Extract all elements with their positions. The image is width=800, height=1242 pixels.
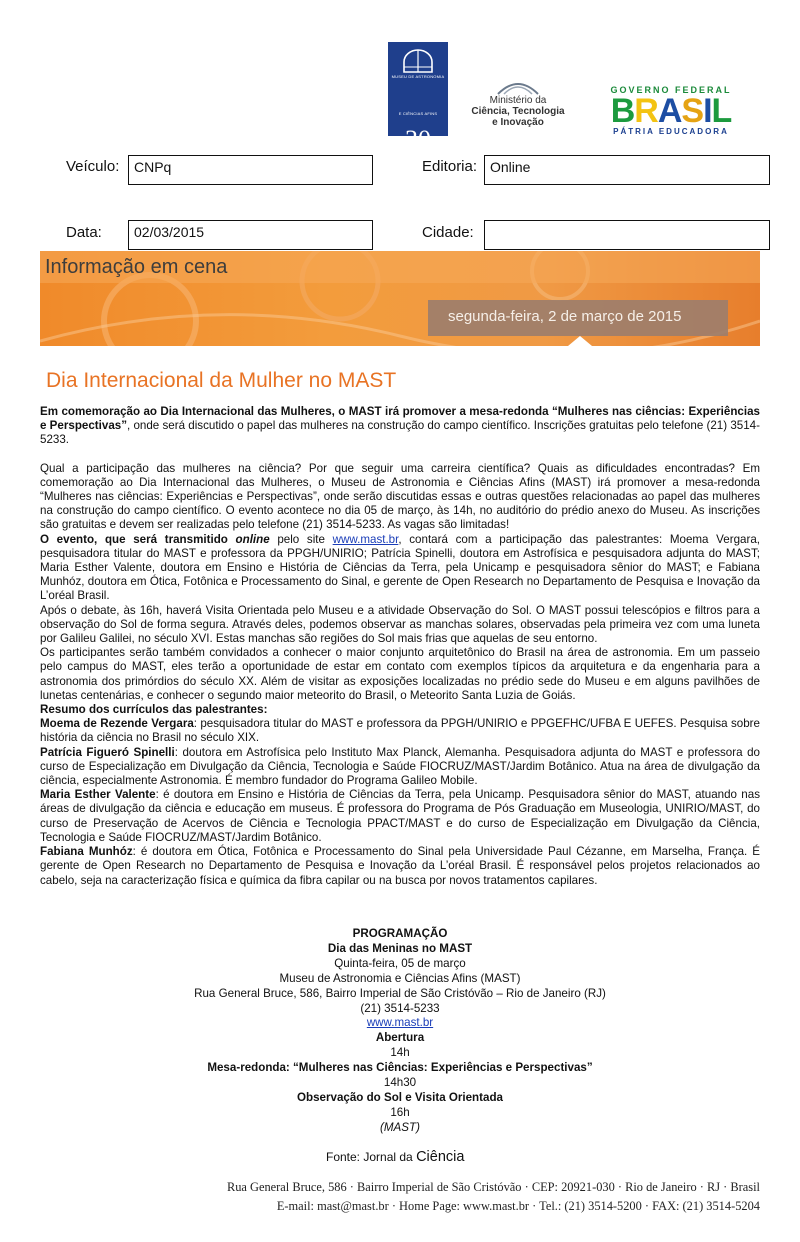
bio-moema bbox=[40, 717, 760, 745]
bio2-text: : doutora em Astrofísica pelo Instituto Max Planck, Alemanha. Pesquisadora adjunta do MAST e professora do curso de Especialização em Divulgação da Ciência, Tecnologia e Saúde FIOCRUZ/MAST/Jardim Botânico. Atua na área de divulgação da ciência, especialmente Astronomia. É membro fundador do Programa Galileo Mobile. bbox=[40, 745, 760, 788]
item3-title: Observação do Sol e Visita Orientada bbox=[297, 1090, 503, 1104]
item2-title: Mesa-redonda: “Mulheres nas Ciências: Experiências e Perspectivas” bbox=[207, 1061, 593, 1075]
mast-subname: E CIÊNCIAS AFINS bbox=[398, 111, 438, 116]
programacao-title: PROGRAMAÇÃO bbox=[352, 927, 448, 940]
paragraph-2 bbox=[40, 533, 760, 604]
bio4-name: Fabiana Munhóz bbox=[40, 845, 133, 859]
p2-online: online bbox=[235, 532, 270, 546]
bio4-text: : é doutora em Ótica, Fotônica e Processamento do Sinal pela Universidade Paul Cézanne, em Marselha, França. É gerente de Open Research no Departamento de Pesquisa e Inovação da L’oréal Brasil. É responsável pelos projetos relacionados ao cabelo, seja na caracterização física e química da fibra capilar ou na busca por novos tratamentos capilares. bbox=[40, 845, 760, 887]
programacao-credit: (MAST) bbox=[380, 1120, 420, 1134]
mast-years-label: ANOS bbox=[412, 154, 424, 159]
programacao-venue: Museu de Astronomia e Ciências Afins (MAST) bbox=[279, 971, 521, 985]
observatory-dome-icon bbox=[402, 48, 434, 74]
paragraph-3: Após o debate, às 16h, haverá Visita Orientada pelo Museu e a atividade Observação do Sol. O MAST possui telescópios e filtros para a observação do Sol de forma segura. Através deles, podemos observar as manchas solares, observadas pela primeira vez com uma luneta por Galileu Galilei, no século XVI. Estas manchas são regiões do Sol mais frias que aquelas de seu entorno. bbox=[40, 603, 760, 646]
fonte-line bbox=[326, 1148, 464, 1166]
fonte-source: Ciência bbox=[416, 1149, 465, 1165]
programacao-date: Quinta-feira, 05 de março bbox=[334, 956, 466, 970]
bio1-name: Moema de Rezende Vergara bbox=[40, 717, 194, 731]
mast-site-link[interactable]: www.mast.br bbox=[332, 532, 399, 546]
footer-contact: E-mail: mast@mast.br · Home Page: www.mast.br · Tel.: (21) 3514-5200 · FAX: (21) 3514-5204 bbox=[276, 1199, 760, 1213]
editoria-label: Editoria: bbox=[422, 158, 478, 175]
mast-name: MUSEU DE ASTRONOMIA bbox=[391, 74, 445, 79]
item1-time: 14h bbox=[390, 1046, 410, 1060]
resumo-title bbox=[40, 703, 760, 717]
gov-top-text: GOVERNO FEDERAL bbox=[610, 85, 732, 95]
footer-address: Rua General Bruce, 586 · Bairro Imperial de São Cristóvão · CEP: 20921-030 · Rio de Janeiro · RJ · Brasil bbox=[226, 1180, 760, 1194]
ministry-logo bbox=[458, 70, 578, 130]
gov-brand-text: BRASIL bbox=[610, 92, 732, 130]
gov-bottom-text: PÁTRIA EDUCADORA bbox=[613, 127, 729, 136]
informacao-em-cena-banner bbox=[40, 251, 760, 346]
data-field: 02/03/2015 bbox=[128, 220, 373, 250]
data-label: Data: bbox=[66, 224, 102, 241]
ministry-line2: Ciência, Tecnologia bbox=[471, 106, 565, 117]
bio-fabiana bbox=[40, 845, 760, 888]
lead-rest: , onde será discutido o papel das mulheres na construção do campo científico. Inscrições gratuitas pelo telefone (21) 3514-5233. bbox=[40, 419, 760, 447]
programacao-phone: (21) 3514-5233 bbox=[360, 1001, 440, 1015]
editoria-field: Online bbox=[484, 155, 770, 185]
veiculo-label: Veículo: bbox=[66, 158, 120, 175]
ministry-line1: Ministério da bbox=[489, 95, 547, 106]
fonte-label: Fonte: Jornal da bbox=[326, 1150, 417, 1164]
article-headline: Dia Internacional da Mulher no MAST bbox=[46, 369, 397, 392]
cidade-field bbox=[484, 220, 770, 250]
article-body bbox=[40, 405, 760, 888]
page-footer bbox=[40, 1178, 760, 1216]
p2-text-b: , contará com a participação das palestrantes: Moema Vergara, pesquisadora titular do MAST e professora da PPGH/UNIRIO; Patrícia Spinelli, doutora em Astrofísica e pesquisadora adjunta do MAST; Maria Esther Valente, doutora em Ensino e História de Ciências da Terra, pela Unicamp e pesquisadora sênior do MAST; e Fabiana Munhóz, doutora em Ótica, Fotônica e Processamento do Sinal, e gerente de Open Research no Departamento de Pesquisa e Inovação da L’oréal Brasil. bbox=[40, 532, 760, 603]
banner-title: Informação em cena bbox=[45, 256, 228, 278]
cidade-label: Cidade: bbox=[422, 224, 474, 241]
item2-time: 14h30 bbox=[383, 1076, 417, 1090]
article-lead bbox=[40, 405, 760, 448]
item3-time: 16h bbox=[390, 1105, 410, 1119]
paragraph-1: Qual a participação das mulheres na ciência? Por que seguir uma carreira científica? Quais as dificuldades encontradas? Em comemoração ao Dia Internacional das Mulheres, o Museu de Astronomia e Ciências Afins (MAST) irá promover a mesa-redonda “Mulheres nas ciências: Experiências e Perspectivas”, onde serão discutidas essas e outras questões relacionadas ao papel das mulheres na construção do campo científico. O evento acontece no dia 05 de março, às 14h, no auditório do prédio anexo do Museu. As inscrições são gratuitas e devem ser realizadas pelo telefone (21) 3514-5233. As vagas são limitadas! bbox=[40, 461, 760, 532]
bio2-name: Patrícia Figueró Spinelli bbox=[40, 745, 175, 759]
ministry-line3: e Inovação bbox=[492, 117, 544, 128]
item1-title: Abertura bbox=[375, 1031, 425, 1045]
programacao-event: Dia das Meninas no MAST bbox=[327, 941, 473, 955]
p2-text-a: pelo site bbox=[269, 532, 333, 546]
bio-maria-esther bbox=[40, 788, 760, 845]
lead-bold: Em comemoração ao Dia Internacional das Mulheres, o MAST irá promover a mesa-redonda “Mulheres nas ciências: Experiências e Perspectivas” bbox=[40, 405, 760, 433]
bio3-name: Maria Esther Valente bbox=[40, 788, 156, 802]
bio1-text: : pesquisadora titular do MAST e professora da PPGH/UNIRIO e PPGEFHC/UFBA E UEFES. Pesquisa sobre história da ciência no Brasil no século XIX. bbox=[40, 717, 760, 745]
governo-federal-brasil-logo bbox=[592, 86, 750, 138]
p2-bold: O evento, que será transmitido bbox=[40, 532, 236, 546]
mast-years: 30 bbox=[405, 125, 431, 154]
programacao-section bbox=[40, 927, 760, 1136]
programacao-site-link[interactable]: www.mast.br bbox=[366, 1016, 434, 1030]
veiculo-field: CNPq bbox=[128, 155, 373, 185]
paragraph-4: Os participantes serão também convidados a conhecer o maior conjunto arquitetônico do Brasil na área de astronomia. Em um passeio pelo campus do MAST, eles terão a oportunidade de estar em contato com exemplos típicos da arquitetura e da engenharia para a astronomia dos primórdios do século XX. Além de visitar as exposições localizadas no prédio sede do Museu e em alguns pavilhões de lunetas centenárias, e conhecer o segundo maior meteorito do Brasil, o Meteorito Santa Luzia de Goiás. bbox=[40, 646, 760, 702]
mast-30-anos-logo bbox=[388, 42, 448, 159]
banner-date: segunda-feira, 2 de março de 2015 bbox=[448, 308, 682, 325]
bio3-text: : é doutora em Ensino e História de Ciências da Terra, pela Unicamp. Pesquisadora sênior do MAST, atuando nas áreas de divulgação da ciência e educação em museus. É professora do Programa de Pós Graduação em Museologia, UNIRIO/MAST, do curso de Preservação de Acervos de Ciência e Tecnologia PPACT/MAST e do curso de Especialização em Divulgação da Ciência, Tecnologia e Saúde FIOCRUZ/MAST/Jardim Botânico. bbox=[40, 788, 760, 844]
ministry-arc-icon bbox=[458, 70, 578, 96]
programacao-address: Rua General Bruce, 586, Bairro Imperial de São Cristóvão – Rio de Janeiro (RJ) bbox=[194, 986, 606, 1000]
resumo-title-text: Resumo dos currículos das palestrantes: bbox=[40, 703, 268, 717]
bio-patricia bbox=[40, 746, 760, 789]
